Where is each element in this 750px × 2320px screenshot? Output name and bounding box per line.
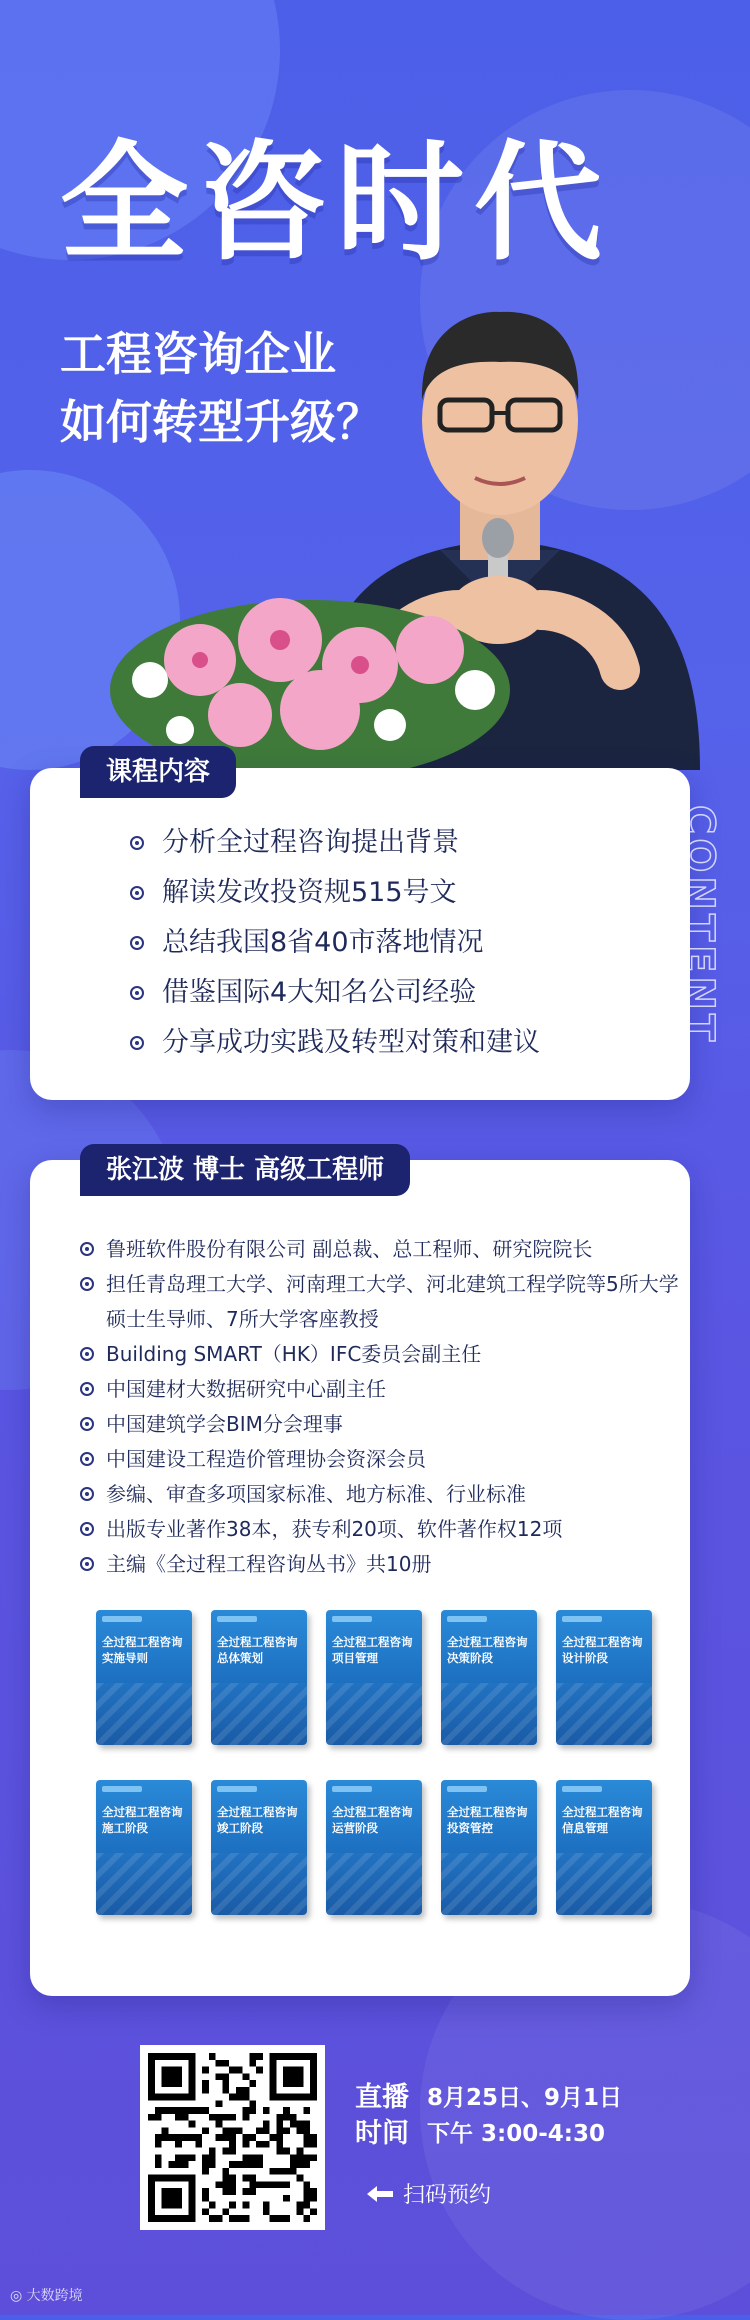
book-title: 全过程工程咨询总体策划	[217, 1635, 298, 1665]
course-item: 分析全过程咨询提出背景	[130, 818, 540, 868]
book-cover	[441, 1780, 537, 1915]
bio-item: Building SMART（HK）IFC委员会副主任	[80, 1337, 690, 1372]
reserve-hint[interactable]	[365, 2178, 491, 2209]
content-side-word: CONTENT	[676, 805, 722, 1046]
live-info	[355, 2080, 622, 2152]
book-cover	[211, 1780, 307, 1915]
hero-title: 全咨时代	[60, 129, 613, 278]
book-cover	[326, 1610, 422, 1745]
course-item: 分享成功实践及转型对策和建议	[130, 1018, 540, 1068]
bio-item: 中国建设工程造价管理协会资深会员	[80, 1442, 690, 1477]
course-item: 解读发改投资规515号文	[130, 868, 540, 918]
bio-item: 鲁班软件股份有限公司 副总裁、总工程师、研究院院长	[80, 1232, 690, 1267]
book-cover	[96, 1780, 192, 1915]
live-label: 直播	[355, 2082, 409, 2113]
arrow-left-icon	[365, 2184, 395, 2204]
bio-item: 中国建筑学会BIM分会理事	[80, 1407, 690, 1442]
speaker-card	[30, 1155, 690, 1996]
bio-list	[80, 1232, 690, 1582]
book-cover	[441, 1610, 537, 1745]
reserve-text: 扫码预约	[403, 2183, 492, 2208]
flowers-image	[90, 540, 530, 780]
bio-item: 主编《全过程工程咨询丛书》共10册	[80, 1547, 690, 1582]
book-cover	[96, 1610, 192, 1745]
book-cover	[211, 1610, 307, 1745]
book-title: 全过程工程咨询设计阶段	[562, 1635, 643, 1665]
brand-text: 大数跨境	[26, 2288, 83, 2304]
book-title: 全过程工程咨询竣工阶段	[217, 1805, 298, 1835]
bio-item: 出版专业著作38本，获专利20项、软件著作权12项	[80, 1512, 690, 1547]
course-item: 总结我国8省40市落地情况	[130, 918, 540, 968]
book-title: 全过程工程咨询投资管控	[447, 1805, 528, 1835]
brand-watermark	[10, 2285, 83, 2305]
book-title: 全过程工程咨询实施导则	[102, 1635, 183, 1665]
hero-subtitle-line1: 工程咨询企业	[60, 327, 336, 381]
live-row-dates	[355, 2080, 622, 2116]
qr-code[interactable]	[140, 2045, 325, 2230]
bio-item: 中国建材大数据研究中心副主任	[80, 1372, 690, 1407]
book-cover	[556, 1780, 652, 1915]
book-cover	[556, 1610, 652, 1745]
time-label: 时间	[355, 2118, 409, 2149]
live-row-time	[355, 2116, 622, 2152]
live-time: 下午 3:00-4:30	[427, 2121, 605, 2147]
book-cover	[326, 1780, 422, 1915]
hero-subtitle-line2: 如何转型升级？	[60, 395, 382, 449]
live-dates: 8月25日、9月1日	[427, 2085, 623, 2111]
speaker-heading: 张江波 博士 高级工程师	[80, 1144, 410, 1196]
bio-item: 担任青岛理工大学、河南理工大学、河北建筑工程学院等5所大学硕士生导师、7所大学客座教授	[80, 1267, 690, 1337]
brand-logo-icon: ◎	[10, 2288, 23, 2304]
qr-code-pattern	[148, 2053, 317, 2222]
course-item: 借鉴国际4大知名公司经验	[130, 968, 540, 1018]
course-card	[30, 757, 690, 1100]
book-title: 全过程工程咨询信息管理	[562, 1805, 643, 1835]
course-list	[130, 818, 540, 1068]
bio-item: 参编、审查多项国家标准、地方标准、行业标准	[80, 1477, 690, 1512]
book-title: 全过程工程咨询施工阶段	[102, 1805, 183, 1835]
course-heading: 课程内容	[80, 746, 236, 798]
book-title: 全过程工程咨询决策阶段	[447, 1635, 528, 1665]
book-title: 全过程工程咨询项目管理	[332, 1635, 413, 1665]
book-title: 全过程工程咨询运营阶段	[332, 1805, 413, 1835]
